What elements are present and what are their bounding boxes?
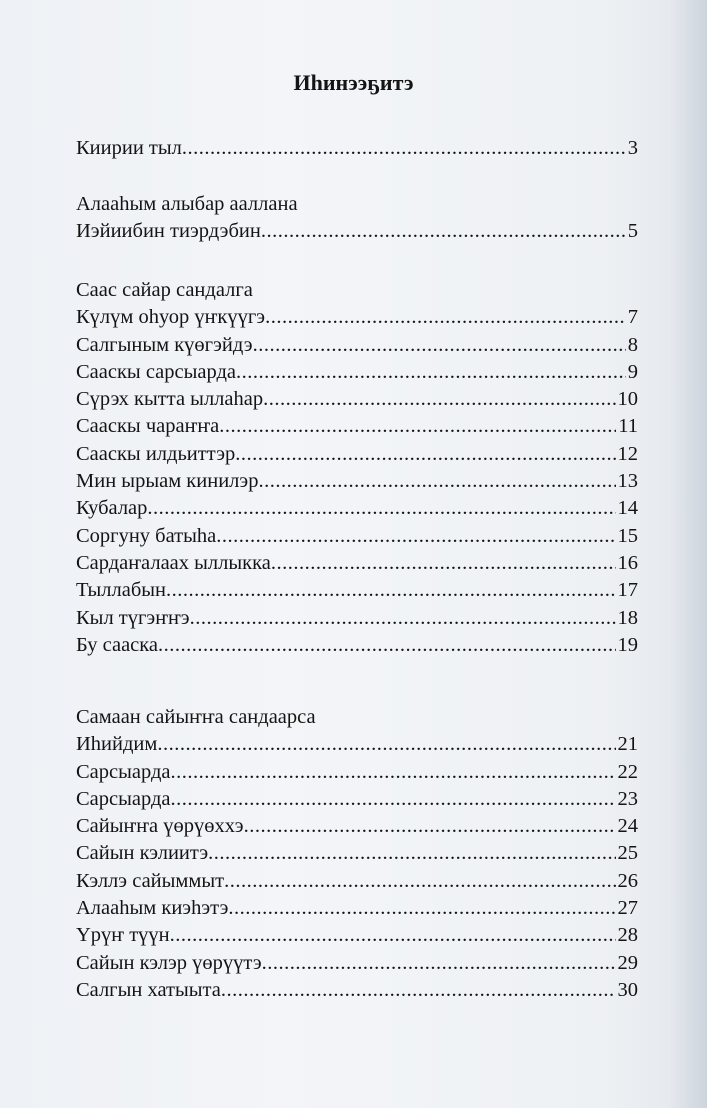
toc-section-intro: [76, 135, 638, 162]
entry-title: Тыллабын: [76, 579, 167, 602]
entry-title: Сайын кэлэр үөрүүтэ: [76, 951, 262, 974]
dot-leader: [170, 922, 616, 949]
dot-leader: [224, 868, 615, 895]
entry-page: 27: [617, 897, 638, 920]
toc-entry: [76, 922, 638, 949]
dot-leader: [157, 731, 615, 758]
page-gutter-shadow: [669, 0, 707, 1108]
toc-entry: [76, 840, 638, 867]
dot-leader: [258, 468, 615, 495]
toc-section-2: [76, 277, 638, 659]
entry-title: Алааhым киэhэтэ: [76, 897, 229, 920]
entry-page: 11: [618, 415, 638, 438]
dot-leader: [221, 977, 616, 1004]
toc-title: Иhинээҕитэ: [293, 70, 414, 95]
toc-entry: [76, 495, 638, 522]
toc-entry: [76, 218, 638, 245]
entry-title: Киирии тыл: [76, 137, 182, 159]
dot-leader: [263, 386, 615, 413]
toc-entry: [76, 386, 638, 413]
toc-section-3: [76, 704, 638, 1004]
entry-page: 16: [617, 551, 638, 574]
entry-title: Иэйиибин тиэрдэбин: [76, 220, 261, 243]
entry-page: 30: [617, 978, 638, 1001]
entry-title: Сааскы чараҥҥа: [76, 415, 220, 438]
entry-page: 22: [617, 760, 638, 783]
dot-leader: [147, 495, 615, 522]
entry-title: Иhийдим: [76, 733, 158, 756]
dot-leader: [271, 550, 616, 577]
toc-entry: [76, 135, 638, 162]
toc-entry: [76, 332, 638, 359]
dot-leader: [261, 218, 626, 245]
section-heading: Саас сайар сандалга: [76, 279, 253, 301]
toc-entry: [76, 304, 638, 331]
entry-page: 29: [617, 951, 638, 974]
entry-title: Сааскы илдьиттэр: [76, 442, 236, 465]
entry-title: Салгын хатыыта: [76, 978, 221, 1001]
dot-leader: [190, 605, 616, 632]
entry-page: 3: [627, 137, 638, 159]
toc-entry: [76, 786, 638, 813]
toc-entry: [76, 550, 638, 577]
entry-page: 12: [617, 442, 638, 465]
entry-page: 19: [617, 633, 638, 656]
toc-entry: [76, 868, 638, 895]
entry-title: Күлүм оhуор үҥкүүгэ: [76, 306, 266, 329]
entry-title: Сааскы сарсыарда: [76, 360, 237, 383]
dot-leader: [182, 135, 626, 162]
entry-title: Бу сааска: [76, 633, 159, 656]
dot-leader: [265, 304, 626, 331]
entry-page: 7: [627, 306, 638, 329]
entry-page: 5: [627, 220, 638, 243]
toc-section-1: [76, 191, 638, 246]
toc-entry: [76, 468, 638, 495]
entry-title: Үрүҥ түүн: [76, 924, 170, 947]
entry-title: Мин ырыам кинилэр: [76, 470, 259, 493]
entry-page: 8: [627, 333, 638, 356]
toc-entry: [76, 359, 638, 386]
entry-page: 24: [617, 815, 638, 838]
entry-title: Кыл түгэҥҥэ: [76, 606, 190, 629]
entry-title: Салгыным күөгэйдэ: [76, 333, 253, 356]
section-heading: Алааhым алыбар ааллана: [76, 193, 298, 215]
dot-leader: [262, 950, 616, 977]
entry-page: 21: [617, 733, 638, 756]
dot-leader: [171, 759, 616, 786]
entry-title: Кубалар: [76, 497, 148, 520]
entry-title: Кэллэ сайыммыт: [76, 869, 225, 892]
dot-leader: [253, 332, 626, 359]
entry-page: 15: [617, 524, 638, 547]
dot-leader: [236, 359, 626, 386]
toc-entry: [76, 605, 638, 632]
dot-leader: [228, 895, 615, 922]
entry-page: 17: [617, 579, 638, 602]
toc-entry: [76, 413, 638, 440]
toc-entry: [76, 813, 638, 840]
entry-title: Соргуну батыhа: [76, 524, 217, 547]
entry-page: 26: [617, 869, 638, 892]
entry-title: Сайын кэлиитэ: [76, 842, 209, 865]
dot-leader: [171, 786, 616, 813]
dot-leader: [219, 413, 616, 440]
toc-entry: [76, 632, 638, 659]
dot-leader: [208, 840, 615, 867]
entry-title: Сайыҥҥа үөрүөххэ: [76, 815, 244, 838]
toc-entry: [76, 523, 638, 550]
entry-page: 18: [617, 606, 638, 629]
entry-title: Сарсыарда: [76, 787, 171, 810]
dot-leader: [216, 523, 615, 550]
toc-entry: [76, 977, 638, 1004]
dot-leader: [235, 441, 615, 468]
entry-page: 23: [617, 787, 638, 810]
entry-page: 9: [627, 360, 638, 383]
dot-leader: [244, 813, 616, 840]
entry-page: 25: [617, 842, 638, 865]
toc-entry: [76, 731, 638, 758]
toc-entry: [76, 441, 638, 468]
dot-leader: [158, 632, 615, 659]
entry-title: Сүрэх кытта ыллаhар: [76, 388, 264, 411]
entry-page: 14: [617, 497, 638, 520]
section-heading: Самаан сайыҥҥа сандаарса: [76, 706, 316, 728]
toc-entry: [76, 577, 638, 604]
entry-title: Сардаҥалаах ыллыкка: [76, 551, 271, 574]
toc-entry: [76, 950, 638, 977]
entry-page: 13: [617, 470, 638, 493]
entry-page: 28: [617, 924, 638, 947]
entry-title: Сарсыарда: [76, 760, 171, 783]
toc-entry: [76, 759, 638, 786]
toc-entry: [76, 895, 638, 922]
dot-leader: [166, 577, 615, 604]
entry-page: 10: [617, 388, 638, 411]
